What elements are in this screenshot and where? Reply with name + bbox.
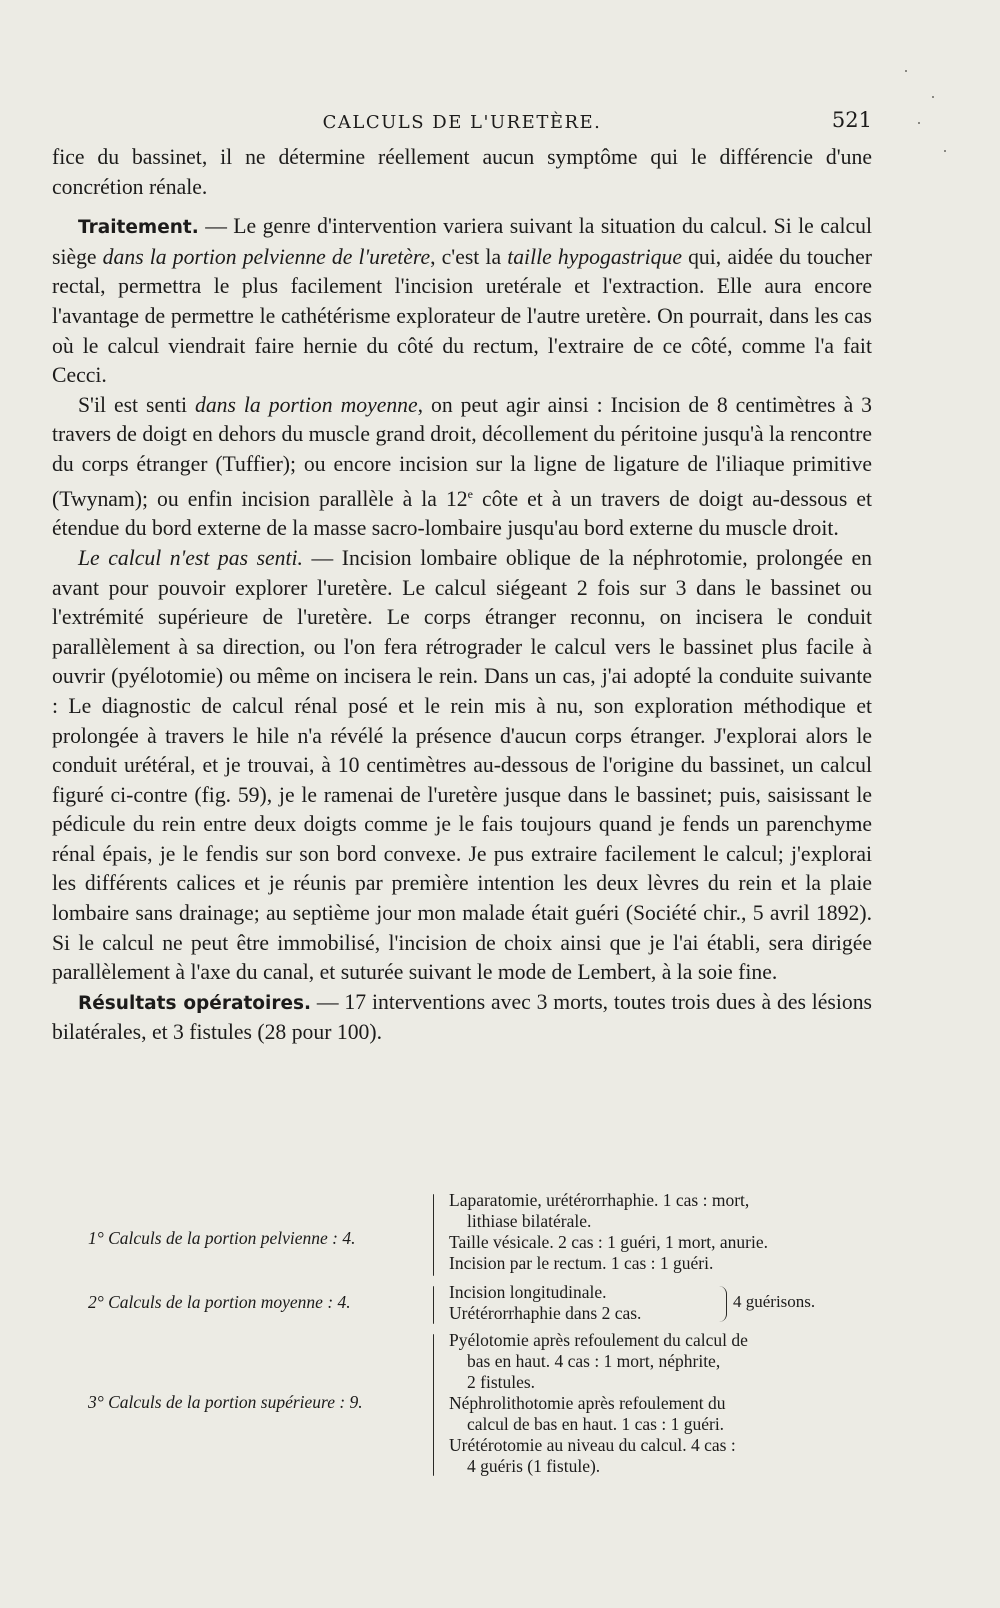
result-item: lithiase bilatérale. xyxy=(467,1211,592,1231)
paragraph-continuation: fice du bassinet, il ne détermine réellement aucun symptôme qui le différencie d'une concrétion rénale. xyxy=(52,145,872,199)
paper-speck xyxy=(905,70,907,72)
body-text xyxy=(52,143,872,1048)
result-label: 3° Calculs de la portion supérieure : 9. xyxy=(88,1392,363,1412)
page-header xyxy=(52,108,872,142)
result-item: bas en haut. 4 cas : 1 mort, néphrite, xyxy=(467,1351,721,1371)
result-item: Pyélotomie après refoulement du calcul de xyxy=(449,1330,748,1350)
brace xyxy=(433,1334,434,1476)
paper-speck xyxy=(932,96,934,98)
result-items xyxy=(449,1190,869,1274)
brace xyxy=(433,1286,434,1324)
result-item: Incision longitudinale. xyxy=(449,1282,607,1302)
italic-run: dans la portion moyenne xyxy=(194,392,418,417)
result-item: Laparatomie, urétérorrhaphie. 1 cas : mort, xyxy=(449,1190,750,1210)
result-label: 2° Calculs de la portion moyenne : 4. xyxy=(88,1292,351,1312)
text-run: — 17 interventions avec 3 morts, toutes trois dues à des lésions bilatérales, et 3 fistules (28 pour 100). xyxy=(52,989,872,1045)
paragraph-traitement xyxy=(52,212,872,391)
result-item: 4 guéris (1 fistule). xyxy=(467,1456,601,1476)
text-run: , on peut agir ainsi : Incision de 8 centimètres à 3 travers de doigt en dehors du muscle grand droit, décollement du péritoine jusqu'à la rencontre du corps étranger (Tuffier); ou encore incision sur la ligne de ligature de l'iliaque primitive (Twynam); ou enfin incision parallèle à la 12 xyxy=(52,392,872,511)
result-items xyxy=(449,1330,869,1477)
result-item: Néphrolithotomie après refoulement du xyxy=(449,1393,726,1413)
text-run: côte et à un travers de doigt au-dessous et étendue du bord externe de la masse sacro-lombaire jusqu'au bord externe du muscle droit. xyxy=(52,486,872,541)
result-item: 2 fistules. xyxy=(467,1372,536,1392)
paragraph-non-senti xyxy=(52,544,872,988)
section-heading-traitement: Traitement. xyxy=(78,217,199,239)
italic-run: taille hypogastrique xyxy=(507,244,682,269)
result-item: Taille vésicale. 2 cas : 1 guéri, 1 mort, anurie. xyxy=(449,1232,769,1252)
brace xyxy=(718,1286,727,1322)
results-summary xyxy=(52,1190,872,1480)
page-number: 521 xyxy=(831,108,872,132)
paper-speck xyxy=(944,150,946,152)
text-run: qui, aidée du toucher rectal, permettra le plus facilement l'incision uretérale et l'extraction. Elle aura encore l'avantage de permettre le cathétérisme explorateur de l'autre uretère. On pourrait, dans les cas où le calcul viendrait faire hernie du côté du rectum, l'extraire de ce côté, comme l'a fait Cecci. xyxy=(52,244,872,388)
superscript: e xyxy=(467,486,473,501)
brace xyxy=(433,1194,434,1276)
paragraph-resultats xyxy=(52,988,872,1048)
result-item: calcul de bas en haut. 1 cas : 1 guéri. xyxy=(467,1414,725,1434)
result-item: Incision par le rectum. 1 cas : 1 guéri. xyxy=(449,1253,714,1273)
text-run: — Incision lombaire oblique de la néphrotomie, prolongée en avant pour pouvoir explorer l'uretère. Le calcul siégeant 2 fois sur 3 dans le bassinet ou l'extrémité supérieure de l'uretère. Le corps étranger reconnu, on incisera le conduit parallèlement à sa direction, ou l'on fera rétrograder le calcul vers le bassinet plus facile à ouvrir (pyélotomie) ou même on incisera le rein. Dans un cas, j'ai adopté la conduite suivante : Le diagnostic de calcul rénal posé et le rein mis à nu, son exploration méthodique et prolongée à travers le hile n'a révélé la présence d'aucun corps étranger. J'explorai alors le conduit urétéral, et je trouvai, à 10 centimètres au-dessous de l'origine du bassinet, un calcul figuré ci-contre (fig. 59), je le ramenai de l'uretère jusque dans le bassinet; puis, saisissant le pédicule du rein entre deux doigts comme je le fais toujours quand je fends un parenchyme rénal épais, je le fendis sur son bord convexe. Je pus extraire facilement le calcul; j'explorai les différents calices et je réunis par première intention les deux lèvres du rein et la plaie lombaire sans drainage; au septième jour mon malade était guéri (Société chir., 5 avril 1892). Si le calcul ne peut être immobilisé, l'incision de choix ainsi que je l'ai établi, sera dirigée parallèlement à l'axe du canal, et suturée suivant le mode de Lembert, à la soie fine. xyxy=(52,545,872,985)
text-run: , c'est la xyxy=(430,244,508,269)
result-item: Urétérorrhaphie dans 2 cas. xyxy=(449,1303,642,1323)
text-run: — Le genre d'intervention variera suivant la situation du calcul. Si le calcul siège xyxy=(52,214,872,269)
italic-run: dans la portion pelvienne de l'uretère xyxy=(102,244,431,269)
running-title: CALCULS DE L'URETÈRE. xyxy=(322,112,602,133)
italic-run: Le calcul n'est pas senti. xyxy=(78,545,303,570)
paragraph-portion-moyenne xyxy=(52,391,872,544)
text-run: S'il est senti xyxy=(78,392,195,417)
result-label: 1° Calculs de la portion pelvienne : 4. xyxy=(88,1228,356,1248)
section-heading-resultats: Résultats opératoires. xyxy=(78,992,312,1014)
result-item: Urétérotomie au niveau du calcul. 4 cas : xyxy=(449,1435,736,1455)
paper-speck xyxy=(918,122,920,124)
result-outcome: 4 guérisons. xyxy=(733,1292,816,1311)
